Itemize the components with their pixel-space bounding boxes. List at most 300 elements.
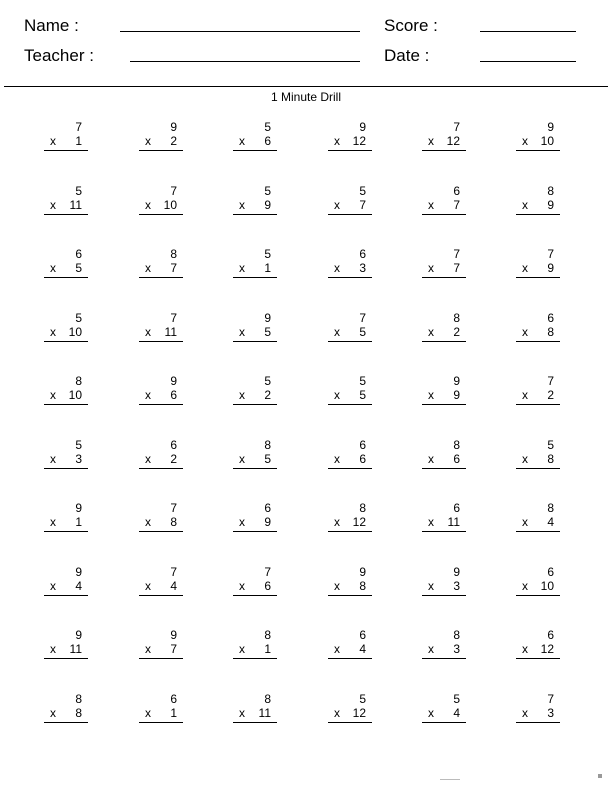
- multiplicand: 5: [75, 184, 82, 198]
- multiply-sign: x: [334, 515, 340, 529]
- multiplier: 3: [453, 579, 460, 593]
- multiply-sign: x: [50, 706, 56, 720]
- answer-line[interactable]: [233, 722, 277, 723]
- answer-line[interactable]: [328, 277, 372, 278]
- multiplier: 5: [264, 325, 271, 339]
- multiply-sign: x: [334, 452, 340, 466]
- multiply-sign: x: [522, 325, 528, 339]
- problem: [516, 374, 560, 408]
- multiplier: 10: [163, 198, 177, 212]
- answer-line[interactable]: [233, 658, 277, 659]
- multiply-sign: x: [522, 388, 528, 402]
- answer-line[interactable]: [516, 531, 560, 532]
- multiplicand: 5: [359, 374, 366, 388]
- problem: [139, 120, 183, 154]
- multiplicand: 8: [264, 628, 271, 642]
- problem: [44, 374, 88, 408]
- multiplicand: 7: [453, 120, 460, 134]
- multiply-sign: x: [239, 388, 245, 402]
- multiplicand: 6: [359, 628, 366, 642]
- multiply-sign: x: [334, 388, 340, 402]
- multiplier: 10: [68, 325, 82, 339]
- multiplicand: 8: [264, 438, 271, 452]
- multiply-sign: x: [334, 706, 340, 720]
- multiply-sign: x: [239, 261, 245, 275]
- multiplicand: 6: [264, 501, 271, 515]
- multiplier: 4: [359, 642, 366, 656]
- answer-line[interactable]: [139, 531, 183, 532]
- multiplicand: 9: [75, 628, 82, 642]
- answer-line[interactable]: [328, 214, 372, 215]
- multiplier: 7: [453, 198, 460, 212]
- name-label: Name :: [24, 16, 79, 35]
- multiply-sign: x: [239, 198, 245, 212]
- multiplicand: 9: [453, 374, 460, 388]
- answer-line[interactable]: [422, 531, 466, 532]
- multiplier: 9: [547, 261, 554, 275]
- problem: [44, 247, 88, 281]
- problem: [328, 438, 372, 472]
- multiplicand: 9: [453, 565, 460, 579]
- score-label: Score :: [384, 16, 438, 35]
- multiplicand: 7: [170, 184, 177, 198]
- problem: [422, 120, 466, 154]
- multiplier: 12: [352, 134, 366, 148]
- multiply-sign: x: [334, 198, 340, 212]
- multiplicand: 5: [359, 184, 366, 198]
- multiply-sign: x: [522, 261, 528, 275]
- multiplier: 5: [359, 388, 366, 402]
- problem: [233, 184, 277, 218]
- multiplier: 6: [359, 452, 366, 466]
- multiply-sign: x: [50, 261, 56, 275]
- multiplier: 5: [359, 325, 366, 339]
- multiplier: 7: [170, 642, 177, 656]
- multiplicand: 7: [264, 565, 271, 579]
- answer-line[interactable]: [44, 277, 88, 278]
- multiply-sign: x: [145, 325, 151, 339]
- multiplicand: 5: [264, 374, 271, 388]
- answer-line[interactable]: [516, 277, 560, 278]
- answer-line[interactable]: [422, 404, 466, 405]
- multiplicand: 7: [359, 311, 366, 325]
- answer-line[interactable]: [516, 341, 560, 342]
- multiplier: 5: [75, 261, 82, 275]
- answer-line[interactable]: [44, 722, 88, 723]
- answer-line[interactable]: [139, 468, 183, 469]
- multiplicand: 9: [359, 120, 366, 134]
- multiplier: 11: [69, 198, 82, 212]
- multiplier: 12: [352, 706, 366, 720]
- answer-line[interactable]: [422, 341, 466, 342]
- multiplier: 9: [453, 388, 460, 402]
- multiplicand: 6: [359, 438, 366, 452]
- multiply-sign: x: [145, 515, 151, 529]
- answer-line[interactable]: [422, 468, 466, 469]
- multiplier: 8: [170, 515, 177, 529]
- multiplier: 12: [446, 134, 460, 148]
- multiplicand: 6: [170, 692, 177, 706]
- multiplicand: 6: [547, 565, 554, 579]
- multiply-sign: x: [50, 515, 56, 529]
- multiplicand: 8: [453, 438, 460, 452]
- multiplier: 4: [170, 579, 177, 593]
- problem: [516, 501, 560, 535]
- multiply-sign: x: [522, 452, 528, 466]
- multiply-sign: x: [334, 579, 340, 593]
- multiply-sign: x: [145, 261, 151, 275]
- multiplier: 1: [75, 515, 82, 529]
- problem: [139, 565, 183, 599]
- problem: [44, 501, 88, 535]
- problem: [422, 692, 466, 726]
- problem: [139, 501, 183, 535]
- multiplicand: 5: [547, 438, 554, 452]
- answer-line[interactable]: [516, 468, 560, 469]
- multiplicand: 5: [264, 184, 271, 198]
- multiplicand: 6: [453, 501, 460, 515]
- answer-line[interactable]: [233, 214, 277, 215]
- problem: [44, 692, 88, 726]
- teacher-label: Teacher :: [24, 46, 94, 65]
- answer-line[interactable]: [422, 214, 466, 215]
- problem: [233, 247, 277, 281]
- answer-line[interactable]: [328, 468, 372, 469]
- problem: [139, 311, 183, 345]
- multiplier: 3: [547, 706, 554, 720]
- multiplicand: 7: [547, 692, 554, 706]
- multiplier: 9: [547, 198, 554, 212]
- corner-mark: [598, 774, 602, 778]
- multiply-sign: x: [239, 134, 245, 148]
- multiply-sign: x: [428, 452, 434, 466]
- multiply-sign: x: [239, 325, 245, 339]
- answer-line[interactable]: [516, 722, 560, 723]
- multiplier: 7: [170, 261, 177, 275]
- answer-line[interactable]: [328, 595, 372, 596]
- problem: [233, 692, 277, 726]
- multiply-sign: x: [428, 642, 434, 656]
- multiplier: 12: [540, 642, 554, 656]
- problem: [233, 120, 277, 154]
- problem: [422, 374, 466, 408]
- multiply-sign: x: [428, 198, 434, 212]
- date-label: Date :: [384, 46, 430, 65]
- answer-line[interactable]: [328, 341, 372, 342]
- multiplier: 6: [264, 134, 271, 148]
- problem: [139, 438, 183, 472]
- answer-line[interactable]: [44, 214, 88, 215]
- multiplier: 10: [540, 579, 554, 593]
- multiply-sign: x: [145, 134, 151, 148]
- multiplicand: 9: [170, 120, 177, 134]
- problem: [328, 692, 372, 726]
- multiply-sign: x: [522, 515, 528, 529]
- problem: [44, 565, 88, 599]
- problem: [139, 374, 183, 408]
- multiply-sign: x: [334, 642, 340, 656]
- problem: [516, 311, 560, 345]
- multiply-sign: x: [428, 388, 434, 402]
- multiplicand: 9: [170, 374, 177, 388]
- answer-line[interactable]: [516, 595, 560, 596]
- multiplicand: 9: [75, 501, 82, 515]
- multiplier: 1: [264, 261, 271, 275]
- problem: [44, 120, 88, 154]
- multiplicand: 8: [547, 184, 554, 198]
- answer-line[interactable]: [139, 150, 183, 151]
- multiplicand: 8: [453, 628, 460, 642]
- answer-line[interactable]: [422, 595, 466, 596]
- multiplier: 9: [264, 515, 271, 529]
- multiplier: 12: [352, 515, 366, 529]
- problem: [422, 501, 466, 535]
- multiplier: 4: [453, 706, 460, 720]
- multiplier: 2: [547, 388, 554, 402]
- problem: [328, 311, 372, 345]
- multiply-sign: x: [522, 579, 528, 593]
- multiplier: 10: [540, 134, 554, 148]
- problem: [422, 247, 466, 281]
- multiply-sign: x: [50, 325, 56, 339]
- answer-line[interactable]: [233, 404, 277, 405]
- worksheet-title: 1 Minute Drill: [270, 90, 342, 104]
- multiply-sign: x: [145, 579, 151, 593]
- answer-line[interactable]: [233, 277, 277, 278]
- multiplicand: 7: [170, 501, 177, 515]
- multiplier: 3: [453, 642, 460, 656]
- answer-line[interactable]: [44, 150, 88, 151]
- problem: [516, 184, 560, 218]
- multiplier: 11: [447, 515, 460, 529]
- answer-line[interactable]: [44, 531, 88, 532]
- multiplier: 6: [170, 388, 177, 402]
- multiplicand: 8: [75, 374, 82, 388]
- problem: [422, 438, 466, 472]
- multiplier: 2: [453, 325, 460, 339]
- multiplier: 7: [453, 261, 460, 275]
- multiplicand: 5: [75, 438, 82, 452]
- multiplicand: 8: [547, 501, 554, 515]
- multiplicand: 6: [170, 438, 177, 452]
- multiplicand: 6: [547, 311, 554, 325]
- multiplicand: 5: [75, 311, 82, 325]
- multiply-sign: x: [50, 198, 56, 212]
- multiply-sign: x: [522, 198, 528, 212]
- multiplicand: 5: [453, 692, 460, 706]
- problem: [233, 501, 277, 535]
- problem: [44, 438, 88, 472]
- multiplier: 6: [453, 452, 460, 466]
- multiplier: 7: [359, 198, 366, 212]
- multiplicand: 8: [264, 692, 271, 706]
- multiplicand: 5: [264, 247, 271, 261]
- multiplier: 11: [258, 706, 271, 720]
- multiplicand: 9: [547, 120, 554, 134]
- multiplier: 3: [75, 452, 82, 466]
- problem: [516, 247, 560, 281]
- answer-line[interactable]: [139, 658, 183, 659]
- multiply-sign: x: [145, 706, 151, 720]
- answer-line[interactable]: [139, 404, 183, 405]
- answer-line[interactable]: [233, 468, 277, 469]
- answer-line[interactable]: [422, 658, 466, 659]
- multiplicand: 5: [264, 120, 271, 134]
- multiplier: 10: [68, 388, 82, 402]
- multiplicand: 7: [170, 565, 177, 579]
- multiplicand: 9: [75, 565, 82, 579]
- answer-line[interactable]: [44, 595, 88, 596]
- problem: [516, 438, 560, 472]
- problem: [44, 311, 88, 345]
- multiplicand: 6: [75, 247, 82, 261]
- answer-line[interactable]: [328, 531, 372, 532]
- multiplier: 1: [170, 706, 177, 720]
- multiplier: 4: [75, 579, 82, 593]
- answer-line[interactable]: [422, 277, 466, 278]
- multiply-sign: x: [145, 198, 151, 212]
- problem: [328, 247, 372, 281]
- multiply-sign: x: [239, 579, 245, 593]
- multiplicand: 7: [453, 247, 460, 261]
- answer-line[interactable]: [422, 150, 466, 151]
- answer-line[interactable]: [233, 150, 277, 151]
- answer-line[interactable]: [139, 595, 183, 596]
- multiply-sign: x: [428, 706, 434, 720]
- problem: [422, 311, 466, 345]
- answer-line[interactable]: [516, 658, 560, 659]
- multiply-sign: x: [145, 452, 151, 466]
- problem: [422, 628, 466, 662]
- problem: [422, 184, 466, 218]
- multiply-sign: x: [239, 452, 245, 466]
- problem: [328, 565, 372, 599]
- problem: [44, 628, 88, 662]
- multiply-sign: x: [50, 134, 56, 148]
- answer-line[interactable]: [328, 150, 372, 151]
- problem: [233, 565, 277, 599]
- multiplier: 9: [264, 198, 271, 212]
- multiplier: 8: [75, 706, 82, 720]
- multiplicand: 5: [359, 692, 366, 706]
- answer-line[interactable]: [139, 214, 183, 215]
- multiply-sign: x: [522, 134, 528, 148]
- multiplier: 4: [547, 515, 554, 529]
- problem: [233, 374, 277, 408]
- multiply-sign: x: [50, 642, 56, 656]
- multiplicand: 8: [453, 311, 460, 325]
- problem: [328, 374, 372, 408]
- multiply-sign: x: [428, 261, 434, 275]
- problem: [328, 628, 372, 662]
- multiplicand: 6: [547, 628, 554, 642]
- multiply-sign: x: [239, 706, 245, 720]
- multiplier: 5: [264, 452, 271, 466]
- multiplier: 2: [264, 388, 271, 402]
- problem: [422, 565, 466, 599]
- multiplicand: 6: [453, 184, 460, 198]
- multiply-sign: x: [145, 388, 151, 402]
- multiplier: 11: [164, 325, 177, 339]
- answer-line[interactable]: [233, 341, 277, 342]
- problem: [328, 120, 372, 154]
- answer-line[interactable]: [139, 341, 183, 342]
- answer-line[interactable]: [328, 404, 372, 405]
- problem: [233, 438, 277, 472]
- multiplicand: 8: [75, 692, 82, 706]
- multiplicand: 8: [170, 247, 177, 261]
- multiply-sign: x: [428, 579, 434, 593]
- multiply-sign: x: [334, 261, 340, 275]
- multiply-sign: x: [522, 642, 528, 656]
- answer-line[interactable]: [44, 468, 88, 469]
- multiply-sign: x: [334, 325, 340, 339]
- multiplier: 8: [359, 579, 366, 593]
- problem: [516, 565, 560, 599]
- multiplier: 2: [170, 452, 177, 466]
- multiplicand: 9: [170, 628, 177, 642]
- multiply-sign: x: [145, 642, 151, 656]
- multiplier: 11: [69, 642, 82, 656]
- problem: [44, 184, 88, 218]
- problem: [233, 628, 277, 662]
- multiplier: 6: [264, 579, 271, 593]
- problem: [139, 184, 183, 218]
- multiplier: 2: [170, 134, 177, 148]
- answer-line[interactable]: [44, 658, 88, 659]
- answer-line[interactable]: [139, 722, 183, 723]
- answer-line[interactable]: [44, 404, 88, 405]
- multiplicand: 7: [170, 311, 177, 325]
- multiplier: 8: [547, 325, 554, 339]
- problem: [139, 628, 183, 662]
- multiplicand: 7: [75, 120, 82, 134]
- problem: [516, 628, 560, 662]
- answer-line[interactable]: [516, 150, 560, 151]
- answer-line[interactable]: [422, 722, 466, 723]
- multiplicand: 9: [264, 311, 271, 325]
- problem: [233, 311, 277, 345]
- multiplier: 1: [264, 642, 271, 656]
- problem: [328, 501, 372, 535]
- answer-line[interactable]: [516, 214, 560, 215]
- multiplicand: 7: [547, 247, 554, 261]
- problem: [139, 692, 183, 726]
- problem: [139, 247, 183, 281]
- multiply-sign: x: [50, 388, 56, 402]
- multiplicand: 6: [359, 247, 366, 261]
- answer-line[interactable]: [233, 531, 277, 532]
- multiplier: 3: [359, 261, 366, 275]
- answer-line[interactable]: [44, 341, 88, 342]
- multiply-sign: x: [428, 515, 434, 529]
- answer-line[interactable]: [328, 722, 372, 723]
- answer-line[interactable]: [139, 277, 183, 278]
- answer-line[interactable]: [233, 595, 277, 596]
- multiply-sign: x: [239, 515, 245, 529]
- answer-line[interactable]: [328, 658, 372, 659]
- multiplicand: 8: [359, 501, 366, 515]
- multiply-sign: x: [428, 325, 434, 339]
- multiplier: 8: [547, 452, 554, 466]
- multiply-sign: x: [334, 134, 340, 148]
- problem: [516, 692, 560, 726]
- multiply-sign: x: [239, 642, 245, 656]
- problem: [516, 120, 560, 154]
- footer-mark: [440, 779, 460, 780]
- answer-line[interactable]: [516, 404, 560, 405]
- multiply-sign: x: [50, 579, 56, 593]
